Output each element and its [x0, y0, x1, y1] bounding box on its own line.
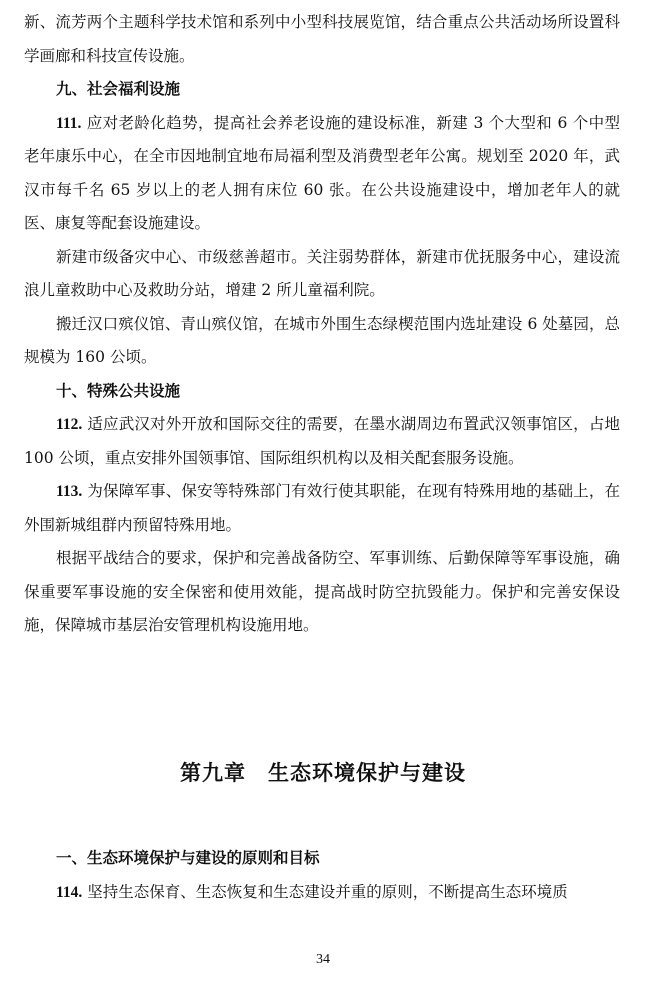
paragraph-113 [24, 475, 620, 542]
clause-text-111: 应对老龄化趋势，提高社会养老设施的建设标准，新建 3 个大型和 6 个中型老年康乐中心，在全市因地制宜地布局福利型及消费型老年公寓。规划至 2020 年，武汉市每千名 65 岁以上的老人拥有床位 60 张。在公共设施建设中，增加老年人的就医、康复等配套设施建设。 [24, 113, 620, 232]
clause-number-111: 111. [56, 114, 82, 132]
paragraph-science-facilities: 新、流芳两个主题科学技术馆和系列中小型科技展览馆，结合重点公共活动场所设置科学画廊和科技宣传设施。 [24, 13, 620, 65]
chapter-title: 第九章 生态环境保护与建设 [180, 761, 466, 785]
clause-number-113: 113. [56, 483, 83, 500]
paragraph-114 [24, 876, 620, 910]
page-number: 34 [316, 952, 330, 967]
paragraph-military-facilities: 根据平战结合的要求，保护和完善战备防空、军事训练、后勤保障等军事设施，确保重要军事设施的安全保密和使用效能，提高战时防空抗毁能力。保护和完善安保设施，保障城市基层治安管理机构设施用地。 [24, 549, 620, 634]
clause-text-112: 适应武汉对外开放和国际交往的需要，在墨水湖周边布置武汉领事馆区，占地 100 公顷，重点安排外国领事馆、国际组织机构以及相关配套服务设施。 [24, 415, 620, 467]
document-body [24, 6, 620, 643]
paragraph-disaster-charity: 新建市级备灾中心、市级慈善超市。关注弱势群体，新建市优抚服务中心，建设流浪儿童救助中心及救助分站，增建 2 所儿童福利院。 [24, 247, 620, 299]
paragraph-111 [24, 107, 620, 241]
section-heading-special-facilities: 十、特殊公共设施 [56, 381, 181, 400]
clause-text-113: 为保障军事、保安等特殊部门有效行使其职能，在现有特殊用地的基础上，在外围新城组群内预留特殊用地。 [24, 482, 620, 534]
chapter-nine-body [24, 842, 620, 909]
section-heading-social-welfare: 九、社会福利设施 [56, 80, 181, 98]
paragraph-funeral-homes: 搬迁汉口殡仪馆、青山殡仪馆，在城市外围生态绿楔范围内选址建设 6 处墓园，总规模为 160 公顷。 [24, 314, 620, 366]
clause-number-114: 114. [56, 883, 83, 901]
paragraph-112 [24, 408, 620, 475]
clause-text-114: 坚持生态保育、生态恢复和生态建设并重的原则，不断提高生态环境质 [82, 882, 568, 901]
section-heading-principles-goals: 一、生态环境保护与建设的原则和目标 [56, 849, 320, 867]
clause-number-112: 112. [56, 416, 83, 433]
